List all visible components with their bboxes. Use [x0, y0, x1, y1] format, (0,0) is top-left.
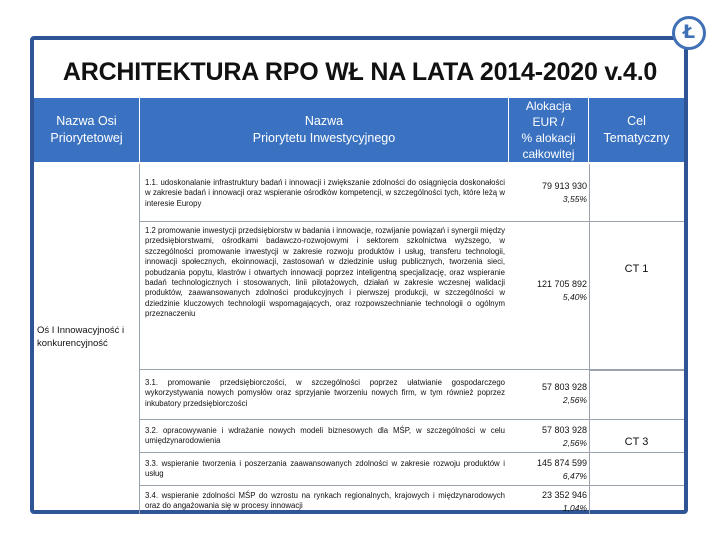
- allocation-amount: 79 913 930: [541, 181, 587, 191]
- allocation-cell: [515, 382, 587, 406]
- header-axis-name: Nazwa Osi Priorytetowej: [34, 98, 140, 162]
- priority-description: 3.3. wspieranie tworzenia i poszerzania zaawansowanych zdolności w zakresie rozwoju produktów i usług: [145, 459, 505, 479]
- header-priority-name: Nazwa Priorytetu Inwestycyjnego: [140, 98, 509, 162]
- allocation-amount: 145 874 599: [536, 458, 587, 468]
- thematic-goal-ct1: CT 1: [624, 263, 649, 275]
- allocation-percent: 1,04%: [562, 503, 587, 513]
- allocation-percent: 2,56%: [562, 395, 587, 405]
- allocation-percent: 3,55%: [562, 194, 587, 204]
- header-thematic-goal: Cel Tematyczny: [589, 98, 684, 162]
- slide-title: ARCHITEKTURA RPO WŁ NA LATA 2014-2020 v.4.0: [62, 58, 658, 86]
- goal-divider: [589, 370, 684, 371]
- thematic-goal-column: [589, 164, 684, 514]
- allocation-cell: [515, 279, 587, 303]
- allocation-cell: [515, 425, 587, 449]
- allocation-amount: 57 803 928: [541, 382, 587, 392]
- priority-description: 1.1. udoskonalanie infrastruktury badań i innowacji i zwiększanie zdolności do osiągnięcia doskonałości w zakresie badań i innowacji oraz wspieranie ośrodków kompetencji, w szczególności tych, które leżą w interesie Europy: [145, 178, 505, 208]
- allocation-percent: 5,40%: [562, 292, 587, 302]
- header-allocation: Alokacja EUR / % alokacji całkowitej: [509, 98, 589, 162]
- priority-description: 3.4. wspieranie zdolności MŚP do wzrostu na rynkach regionalnych, krajowych i międzynarodowych oraz do angażowania się w procesy innowacji: [145, 491, 505, 511]
- allocation-percent: 2,56%: [562, 438, 587, 448]
- allocation-amount: 23 352 946: [541, 490, 587, 500]
- priority-description: 3.2. opracowywanie i wdrażanie nowych modeli biznesowych dla MŚP, w szczególności w celu umiędzynarodowienia: [145, 426, 505, 446]
- allocation-cell: [515, 181, 587, 205]
- priority-description: 3.1. promowanie przedsiębiorczości, w szczególności poprzez ułatwianie gospodarczego wykorzystywania nowych pomysłów oraz sprzyjanie tworzeniu nowych firm, w tym również poprzez inkubatory przedsiębiorczości: [145, 378, 505, 408]
- lodzkie-logo-icon: Ł: [672, 16, 706, 50]
- thematic-goal-ct3: CT 3: [624, 436, 649, 448]
- priority-description: 1.2 promowanie inwestycji przedsiębiorstw w badania i innowacje, rozwijanie powiązań i synergii między przedsiębiorstwami, ośrodkami badawczo-rozwojowymi i sektorem szkolnictwa wyższego, w szczególności promowanie inwestycji w zakresie rozwoju produktów i usług, transferu technologii, innowacji społecznych, ekoinnowacji, zastosowań w dziedzinie usług publicznych, tworzenia sieci, pobudzania popytu, klastrów i otwartych innowacji poprzez inteligentną specjalizację, oraz wspieranie badań technologicznych i stosowanych, linii pilotażowych, działań w zakresie wczesnej walidacji produktów, zaawansowanych zdolności produkcyjnych i pierwszej produkcji, w szczególności w dziedzinie kluczowych technologii wspomagających, oraz rozpowszechnianie technologii o ogólnym przeznaczeniu: [145, 226, 505, 319]
- axis-name: Oś I Innowacyjność i konkurencyjność: [37, 325, 125, 349]
- allocation-cell: [515, 490, 587, 514]
- allocation-cell: [515, 458, 587, 482]
- allocation-percent: 6,47%: [562, 471, 587, 481]
- allocation-amount: 57 803 928: [541, 425, 587, 435]
- allocation-amount: 121 705 892: [536, 279, 587, 289]
